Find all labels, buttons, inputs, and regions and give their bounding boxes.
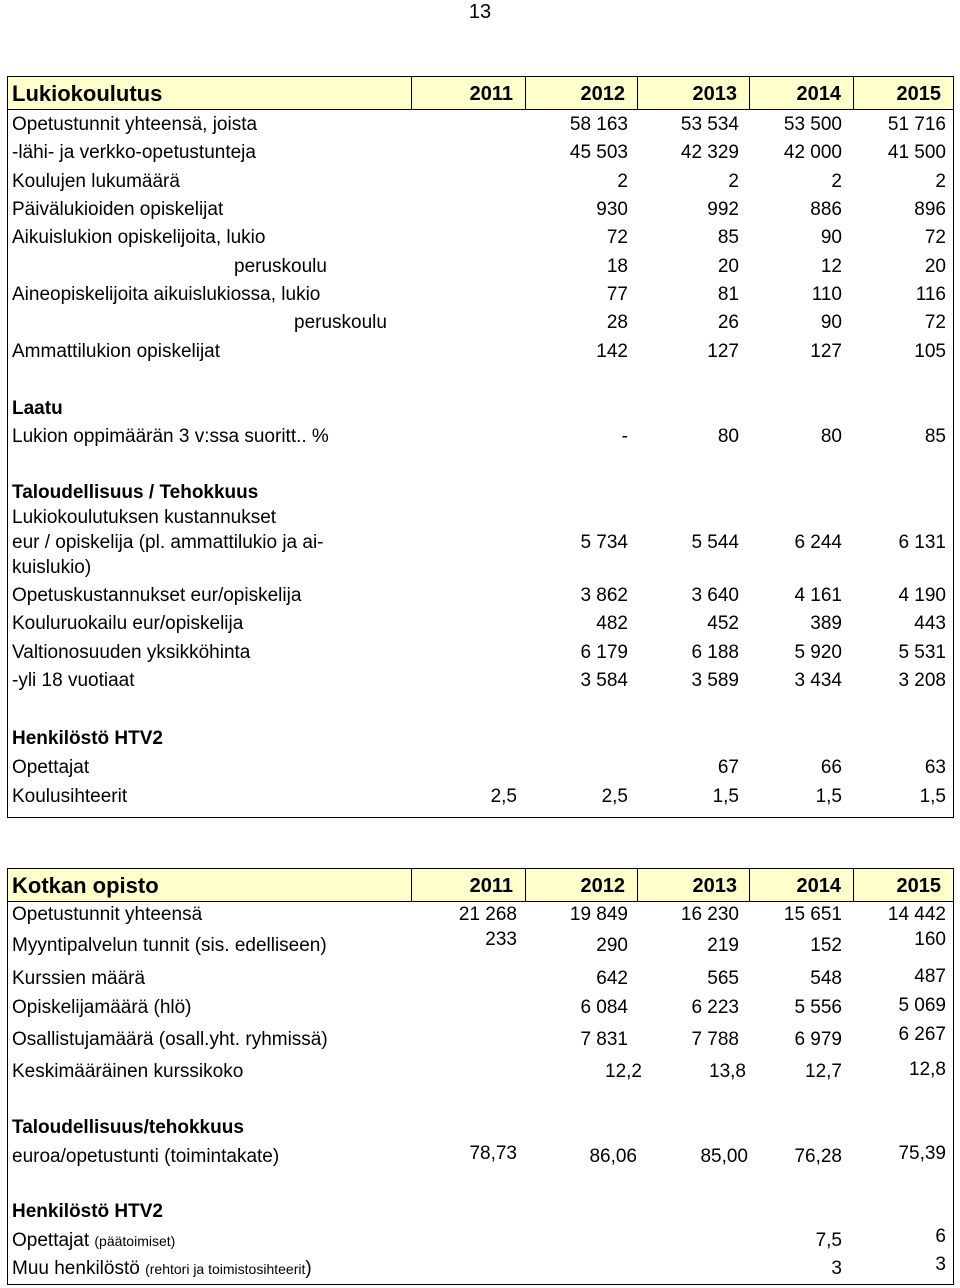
cell-2013: 85 xyxy=(717,227,739,248)
muu-henkilosto-close: ) xyxy=(305,1258,312,1279)
kotkan-opisto-table xyxy=(7,868,954,1285)
table-row xyxy=(8,253,953,281)
cell-2012: 18 xyxy=(606,256,628,277)
cell-2014: 110 xyxy=(811,284,842,305)
cell-2012: 19 849 xyxy=(569,904,628,925)
opisto-talous-heading: Taloudellisuus/tehokkuus xyxy=(12,1117,244,1138)
table-row xyxy=(8,582,953,610)
cell-2013: 452 xyxy=(707,613,739,634)
cell-2014: 5 920 xyxy=(794,642,842,663)
section-heading-row xyxy=(8,1114,953,1142)
row-label: Valtionosuuden yksikköhinta xyxy=(12,642,251,663)
cell-2014: 6 979 xyxy=(794,1029,842,1050)
opisto-henkilosto-heading: Henkilöstö HTV2 xyxy=(12,1201,163,1222)
row-label: euroa/opetustunti (toimintakate) xyxy=(12,1146,280,1167)
row-label: Lukion oppimäärän 3 v:ssa suoritt.. % xyxy=(12,426,329,447)
row-label: Kouluruokailu eur/opiskelija xyxy=(12,613,244,634)
opisto-year-2013: 2013 xyxy=(637,869,749,901)
cost-label-line-1: Lukiokoulutuksen kustannukset xyxy=(12,507,277,528)
row-label: -lähi- ja verkko-opetustunteja xyxy=(12,142,256,163)
table-row xyxy=(8,111,953,139)
cell-2011: 233 xyxy=(485,929,517,950)
cell-2013: 2 xyxy=(728,171,739,192)
lukio-year-2011: 2011 xyxy=(411,77,525,109)
row-label: Myyntipalvelun tunnit (sis. edelliseen) xyxy=(12,935,327,956)
row-label: Päivälukioiden opiskelijat xyxy=(12,199,224,220)
table-row xyxy=(8,224,953,252)
cell-2012: 28 xyxy=(606,312,628,333)
section-heading-row xyxy=(8,725,953,753)
opisto-year-2014: 2014 xyxy=(749,869,853,901)
cell-2015: 72 xyxy=(924,227,946,248)
henkilosto-heading: Henkilöstö HTV2 xyxy=(12,728,163,749)
cell-2013: 5 544 xyxy=(691,532,739,553)
row-label xyxy=(12,1227,175,1255)
lukio-year-2014: 2014 xyxy=(749,77,853,109)
lukio-title: Lukiokoulutus xyxy=(12,81,163,106)
table-row xyxy=(8,901,953,929)
section-heading-row xyxy=(8,395,953,423)
cell-2011: 78,73 xyxy=(469,1143,517,1164)
cell-2014: 6 244 xyxy=(794,532,842,553)
lukio-year-2012: 2012 xyxy=(525,77,637,109)
cell-2015: 20 xyxy=(924,256,946,277)
table-row xyxy=(8,929,953,960)
cell-2011: 2,5 xyxy=(490,786,517,807)
cell-2012: 642 xyxy=(596,968,628,989)
table-row xyxy=(8,994,953,1022)
row-label: Opetustunnit yhteensä, joista xyxy=(12,114,258,135)
cell-2014: 7,5 xyxy=(815,1230,842,1251)
cell-2014: 5 556 xyxy=(794,997,842,1018)
cell-2014: 12 xyxy=(820,256,842,277)
cell-2013: 42 329 xyxy=(680,142,739,163)
laatu-heading: Laatu xyxy=(12,398,63,419)
cell-2014: 152 xyxy=(810,935,842,956)
table-row xyxy=(8,1255,953,1283)
cell-2014: 548 xyxy=(810,968,842,989)
cell-2015: 443 xyxy=(914,613,946,634)
table-row xyxy=(8,168,953,196)
cell-2012: 6 084 xyxy=(580,997,628,1018)
row-label: Aineopiskelijoita aikuislukiossa, lukio xyxy=(12,284,321,305)
table-row xyxy=(8,423,953,451)
table-row xyxy=(8,1058,953,1086)
cell-2014: 76,28 xyxy=(794,1146,842,1167)
row-label: peruskoulu xyxy=(234,256,327,277)
cell-2012: 930 xyxy=(596,199,628,220)
table-row xyxy=(8,965,953,993)
opisto-title: Kotkan opisto xyxy=(12,873,159,898)
cell-2012: 6 179 xyxy=(580,642,628,663)
cell-2013: 6 223 xyxy=(691,997,739,1018)
cell-2013: 7 788 xyxy=(691,1029,739,1050)
cell-2015: 1,5 xyxy=(919,786,946,807)
table-row xyxy=(8,667,953,695)
cell-2012: 77 xyxy=(606,284,628,305)
cell-2012: 2 xyxy=(617,171,628,192)
cell-2013: 219 xyxy=(707,935,739,956)
row-label: Koulusihteerit xyxy=(12,786,128,807)
cell-2013: 3 640 xyxy=(691,585,739,606)
cell-2015: 3 xyxy=(935,1254,946,1275)
table-row xyxy=(8,196,953,224)
table-row xyxy=(8,139,953,167)
table-row xyxy=(8,754,953,782)
cell-2012: 5 734 xyxy=(580,532,628,553)
cell-2015: 51 716 xyxy=(887,114,946,135)
row-label: Kurssien määrä xyxy=(12,968,146,989)
cost-label-line-3: kuislukio) xyxy=(12,557,92,578)
row-label: peruskoulu xyxy=(294,312,387,333)
cell-2015: 160 xyxy=(914,929,946,950)
section-heading-row xyxy=(8,1198,953,1226)
cell-2015: 116 xyxy=(915,284,946,305)
row-label: Opetustunnit yhteensä xyxy=(12,904,203,925)
cell-2014: 2 xyxy=(831,171,842,192)
cell-2012: 58 163 xyxy=(569,114,628,135)
cell-2013: 16 230 xyxy=(680,904,739,925)
cell-2013: 13,8 xyxy=(709,1061,746,1082)
row-label: Koulujen lukumäärä xyxy=(12,171,180,192)
cost-label-line-2: eur / opiskelija (pl. ammattilukio ja ai- xyxy=(12,532,324,553)
cell-2013: 1,5 xyxy=(712,786,739,807)
cell-2015: 105 xyxy=(914,341,946,362)
cell-2015: 6 131 xyxy=(898,532,946,553)
row-label: Opetuskustannukset eur/opiskelija xyxy=(12,585,302,606)
cell-2015: 5 069 xyxy=(898,995,946,1016)
cell-2014: 886 xyxy=(810,199,842,220)
table-row xyxy=(8,309,953,337)
cell-2015: 2 xyxy=(935,171,946,192)
cell-2015: 6 267 xyxy=(898,1024,946,1045)
cell-2013: 81 xyxy=(717,284,739,305)
cell-2014: 53 500 xyxy=(783,114,842,135)
table-row xyxy=(8,281,953,309)
row-label: Opiskelijamäärä (hlö) xyxy=(12,997,192,1018)
muu-henkilosto-label: Muu henkilöstö xyxy=(12,1258,140,1279)
cell-2014: 90 xyxy=(820,227,842,248)
cell-2012: 482 xyxy=(596,613,628,634)
cell-2015: 63 xyxy=(924,757,946,778)
cell-2014: 15 651 xyxy=(783,904,842,925)
cell-2014: 389 xyxy=(810,613,842,634)
opisto-year-2015: 2015 xyxy=(853,869,953,901)
cell-2015: 75,39 xyxy=(898,1143,946,1164)
cell-2015: 896 xyxy=(914,199,946,220)
table-row xyxy=(8,1143,953,1171)
cell-2012: 142 xyxy=(596,341,628,362)
cell-2011: 21 268 xyxy=(458,904,517,925)
cell-2013: 3 589 xyxy=(691,670,739,691)
cell-2014: 66 xyxy=(820,757,842,778)
cell-2014: 80 xyxy=(820,426,842,447)
cell-2015: 6 xyxy=(935,1226,946,1247)
muu-henkilosto-note: (rehtori ja toimistosihteerit xyxy=(145,1261,306,1277)
cell-2015: 14 442 xyxy=(887,904,946,925)
cell-2012: - xyxy=(621,426,628,447)
table-row xyxy=(8,505,953,583)
page-number: 13 xyxy=(468,1,492,23)
talous-heading: Taloudellisuus / Tehokkuus xyxy=(12,482,259,503)
cell-2013: 67 xyxy=(717,757,739,778)
cell-2015: 72 xyxy=(924,312,946,333)
cell-2013: 565 xyxy=(707,968,739,989)
cell-2013: 53 534 xyxy=(680,114,739,135)
cell-2012: 7 831 xyxy=(580,1029,628,1050)
cell-2012: 12,2 xyxy=(605,1061,642,1082)
row-label: Opettajat xyxy=(12,757,90,778)
cell-2014: 3 xyxy=(831,1258,842,1279)
cell-2014: 42 000 xyxy=(783,142,842,163)
cell-2012: 86,06 xyxy=(589,1146,637,1167)
row-label: Osallistujamäärä (osall.yht. ryhmissä) xyxy=(12,1029,328,1050)
section-heading-row xyxy=(8,479,953,507)
row-label: Aikuislukion opiskelijoita, lukio xyxy=(12,227,266,248)
cell-2015: 41 500 xyxy=(887,142,946,163)
cell-2012: 290 xyxy=(596,935,628,956)
cell-2014: 4 161 xyxy=(794,585,842,606)
cell-2012: 2,5 xyxy=(601,786,628,807)
table-row xyxy=(8,1026,953,1054)
opisto-header-row xyxy=(8,869,953,902)
cell-2012: 3 862 xyxy=(580,585,628,606)
table-row xyxy=(8,1227,953,1255)
row-label: Ammattilukion opiskelijat xyxy=(12,341,221,362)
opisto-year-2011: 2011 xyxy=(411,869,525,901)
cell-2014: 3 434 xyxy=(794,670,842,691)
cell-2013: 20 xyxy=(717,256,739,277)
row-label: -yli 18 vuotiaat xyxy=(12,670,135,691)
lukio-year-2015: 2015 xyxy=(853,77,953,109)
cell-2013: 26 xyxy=(717,312,739,333)
cell-2014: 12,7 xyxy=(805,1061,842,1082)
cell-2013: 127 xyxy=(707,341,739,362)
table-row xyxy=(8,783,953,811)
row-label xyxy=(12,1255,312,1283)
cell-2015: 4 190 xyxy=(898,585,946,606)
opettajat-label: Opettajat xyxy=(12,1230,90,1251)
cell-2015: 85 xyxy=(924,426,946,447)
cell-2013: 992 xyxy=(707,199,739,220)
cell-2014: 127 xyxy=(810,341,842,362)
cell-2012: 72 xyxy=(606,227,628,248)
cell-2013: 85,00 xyxy=(700,1146,748,1167)
table-row xyxy=(8,639,953,667)
cell-2014: 90 xyxy=(820,312,842,333)
lukio-header-row xyxy=(8,77,953,110)
cell-2013: 6 188 xyxy=(691,642,739,663)
cell-2015: 5 531 xyxy=(898,642,946,663)
cell-2015: 12,8 xyxy=(909,1059,946,1080)
opettajat-note: (päätoimiset) xyxy=(94,1233,176,1249)
cell-2015: 3 208 xyxy=(898,670,946,691)
cell-2013: 80 xyxy=(717,426,739,447)
row-label: Keskimääräinen kurssikoko xyxy=(12,1061,244,1082)
lukiokoulutus-table xyxy=(7,76,954,818)
lukio-year-2013: 2013 xyxy=(637,77,749,109)
cell-2015: 487 xyxy=(914,966,946,987)
cell-2012: 3 584 xyxy=(580,670,628,691)
opisto-year-2012: 2012 xyxy=(525,869,637,901)
cell-2014: 1,5 xyxy=(815,786,842,807)
table-row xyxy=(8,338,953,366)
cell-2012: 45 503 xyxy=(569,142,628,163)
table-row xyxy=(8,610,953,638)
